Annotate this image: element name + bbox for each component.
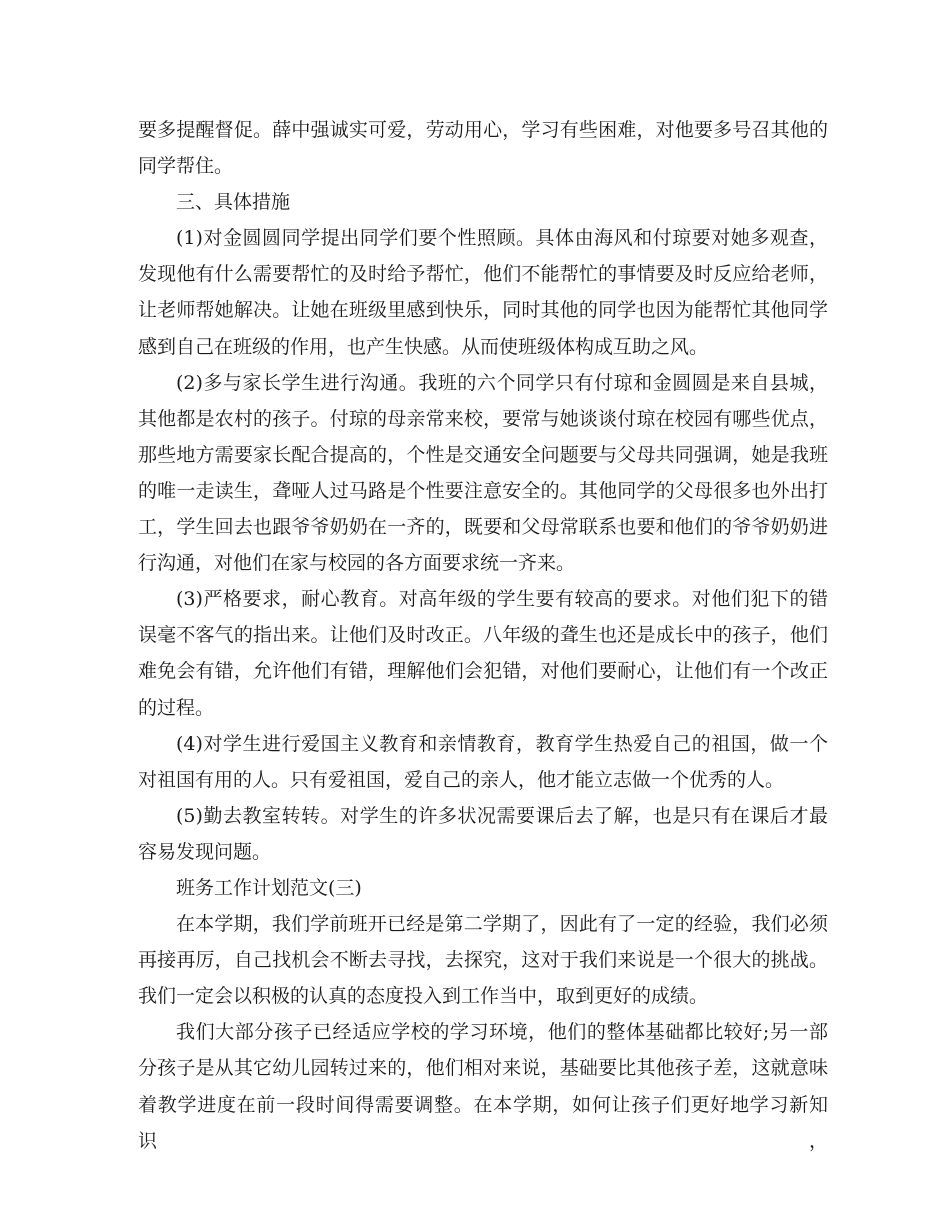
text-line: 班务工作计划范文(三): [176, 876, 362, 899]
text-line: 再接再厉，自己找机会不断去寻找，去探究，这对于我们来说是一个很大的挑战。: [138, 949, 828, 972]
text-line: (4)对学生进行爱国主义教育和亲情教育，教育学生热爱自己的祖国，做一个: [176, 732, 828, 755]
text-line: 我们大部分孩子已经适应学校的学习环境，他们的整体基础都比较好;另一部: [176, 1021, 828, 1044]
text-line: 同学帮住。: [138, 155, 234, 178]
text-line: 要多提醒督促。薛中强诚实可爱，劳动用心，学习有些困难，对他要多号召其他的: [138, 119, 828, 141]
text-line: 我们一定会以积极的认真的态度投入到工作当中，取到更好的成绩。: [138, 985, 709, 1008]
text-line: 在本学期，我们学前班开已经是第二学期了，因此有了一定的经验，我们必须: [176, 913, 828, 936]
text-line: 误毫不客气的指出来。让他们及时改正。八年级的聋生也还是成长中的孩子，他们: [138, 624, 828, 647]
text-line: (3)严格要求，耐心教育。对高年级的学生要有较高的要求。对他们犯下的错: [176, 588, 828, 611]
text-line: 发现他有什么需要帮忙的及时给予帮忙，他们不能帮忙的事情要及时反应给老师，: [138, 263, 828, 286]
text-line: (1)对金圆圆同学提出同学们要个性照顾。具体由海风和付琼要对她多观查，: [176, 227, 828, 250]
text-line: 三、具体措施: [176, 191, 291, 214]
document-body: [138, 112, 828, 1152]
text-line: 的过程。: [138, 696, 215, 719]
text-line: 行沟通，对他们在家与校园的各方面要求统一齐来。: [138, 552, 576, 575]
text-line: 的唯一走读生，聋哑人过马路是个性要注意安全的。其他同学的父母很多也外出打: [138, 479, 828, 502]
text-line: 着教学进度在前一段时间得需要调整。在本学期，如何让孩子们更好地学习新知识，: [138, 1093, 828, 1152]
text-line: 工，学生回去也跟爷爷奶奶在一齐的，既要和父母常联系也要和他们的爷爷奶奶进: [138, 516, 828, 539]
text-line: 感到自己在班级的作用，也产生快感。从而使班级体构成互助之风。: [138, 335, 709, 358]
text-line: 对祖国有用的人。只有爱祖国，爱自己的亲人，他才能立志做一个优秀的人。: [138, 768, 785, 791]
text-line: (5)勤去教室转转。对学生的许多状况需要课后去了解，也是只有在课后才最: [176, 804, 828, 827]
text-line: 让老师帮她解决。让她在班级里感到快乐，同时其他的同学也因为能帮忙其他同学: [138, 299, 828, 322]
text-line: 其他都是农村的孩子。付琼的母亲常来校，要常与她谈谈付琼在校园有哪些优点，: [138, 407, 828, 430]
text-line: (2)多与家长学生进行沟通。我班的六个同学只有付琼和金圆圆是来自县城，: [176, 371, 828, 394]
text-line: 那些地方需要家长配合提高的，个性是交通安全问题要与父母共同强调，她是我班: [138, 443, 828, 466]
text-line: 容易发现问题。: [138, 840, 272, 863]
text-line: 分孩子是从其它幼儿园转过来的，他们相对来说，基础要比其他孩子差，这就意味: [138, 1057, 828, 1080]
text-line: 难免会有错，允许他们有错，理解他们会犯错，对他们要耐心，让他们有一个改正: [138, 660, 828, 683]
